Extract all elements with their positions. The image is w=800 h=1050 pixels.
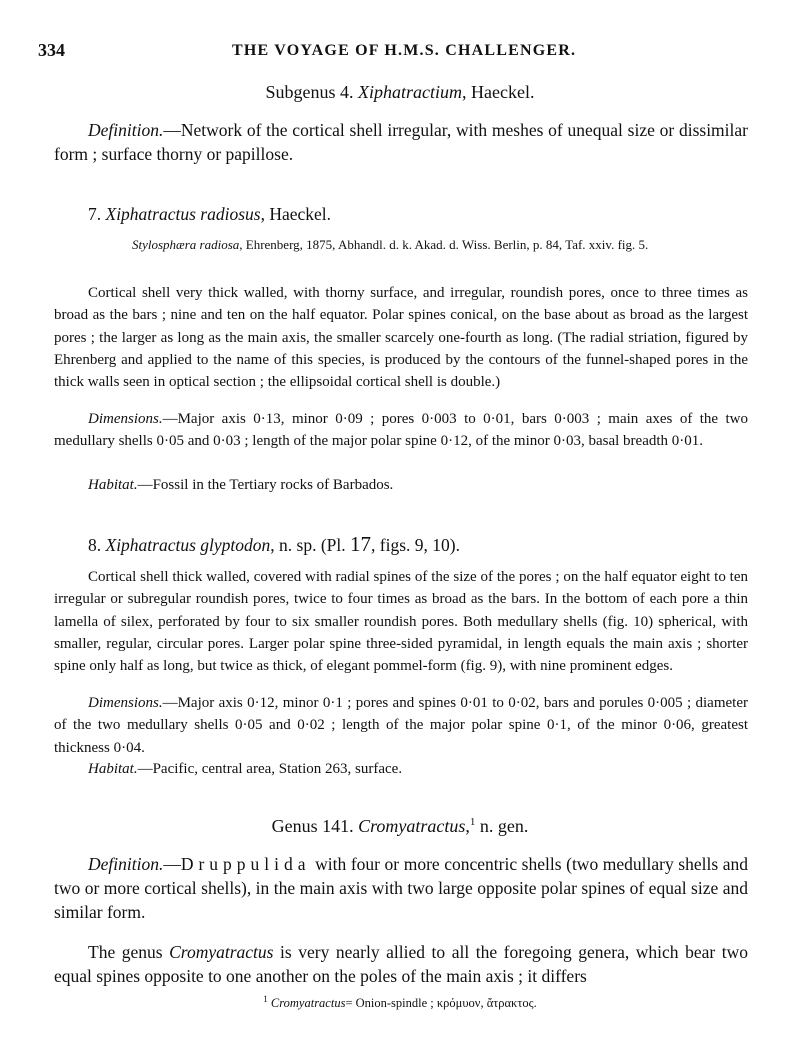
species-7-synonymy [132,236,770,254]
dimensions-label: Dimensions. [88,695,163,711]
species-author-post: , figs. 9, 10). [371,535,460,555]
species-8-habitat [54,758,748,780]
discussion-genus-name: Cromyatractus [169,942,274,962]
species-8-dimensions [54,692,748,759]
genus-definition [54,852,748,924]
definition-label: Definition. [88,854,164,874]
species-author: , Haeckel. [260,204,332,224]
species-number: 8. [88,535,102,555]
subgenus-author: , Haeckel. [462,82,535,102]
dimensions-label: Dimensions. [88,411,163,427]
genus-prefix: Genus 141. [271,816,354,836]
habitat-label: Habitat. [88,761,138,777]
dimensions-text: —Major axis 0·12, minor 0·1 ; pores and spines 0·01 to 0·02, bars and porules 0·005 ; diameter of the two medullary shells 0·05 and 0·02 ; length of the major polar spine 0·1, of the minor 0·06, greatest thickness 0·04. [54,695,748,756]
footnote-number: 1 [263,994,268,1004]
discussion-text: is very nearly allied to all the foregoing genera, which bear two equal spines opposite to one another on the poles of the main axis ; it differs [54,942,748,986]
subgenus-definition [54,118,748,166]
footnote-mark: 1 [469,816,476,828]
definition-label: Definition. [88,120,164,140]
footnote [0,994,800,1011]
habitat-text: —Fossil in the Tertiary rocks of Barbados. [137,477,394,493]
species-name: Xiphatractus radiosus [105,204,261,224]
species-7-dimensions [54,408,748,453]
species-name: Xiphatractus glyptodon [105,535,271,555]
synonym-reference: , Ehrenberg, 1875, Abhandl. d. k. Akad. d. Wiss. Berlin, p. 84, Taf. xxiv. fig. 5. [239,237,649,252]
species-author-pre: , n. sp. (Pl. [270,535,351,555]
plate-number: 17 [350,532,372,556]
species-8-description: Cortical shell thick walled, covered with radial spines of the size of the pores ; on the half equator eight to ten irregular or subregular roundish pores, twice to four times as broad as the bars. In the bottom of each pore a thin lamella of silex, perforated by four to six smaller roundish pores. Both medullary shells (fig. 10) spherical, with smaller, regular, circular pores. Larger polar spine three-sided pyramidal, in length equals the main axis ; shorter spine only half as long, but twice as thick, of elegant pommel-form (fig. 9), with nine prominent edges. [54,569,748,675]
species-8-heading [88,532,460,557]
habitat-text: —Pacific, central area, Station 263, surface. [137,761,403,777]
definition-text: —Network of the cortical shell irregular, with meshes of unequal size or dissimilar form ; surface thorny or papillose. [54,120,748,164]
species-7-heading [88,204,331,225]
genus-heading: Genus 141. Cromyatractus,$^1$ n. gen. [271,816,529,836]
species-number: 7. [88,204,102,224]
page-number: 334 [38,40,65,60]
genus-name: Cromyatractus [358,816,466,836]
species-7-habitat [54,474,748,496]
footnote-text: = Onion-spindle ; κρόμυον, ἄτρακτος. [345,996,537,1011]
family-name: Druppulida [180,854,311,874]
definition-dash: — [163,854,181,874]
genus-discussion [54,940,748,988]
definition-text: with four or more concentric shells (two medullary shells and two or more cortical shells), in the main axis with two large opposite polar spines of equal size and similar form. [54,854,748,922]
discussion-lead: The genus [88,942,170,962]
running-title: THE VOYAGE OF H.M.S. CHALLENGER. [232,42,577,59]
subgenus-name: Xiphatractium [358,82,463,102]
subgenus-prefix: Subgenus 4. [265,82,354,102]
subgenus-heading [0,82,800,103]
genus-suffix: n. gen. [475,816,529,836]
footnote-term: Cromyatractus [270,996,346,1011]
habitat-label: Habitat. [88,477,138,493]
dimensions-text: —Major axis 0·13, minor 0·09 ; pores 0·003 to 0·01, bars 0·003 ; main axes of the two medullary shells 0·05 and 0·03 ; length of the major polar spine 0·12, of the minor 0·03, basal breadth 0·01. [54,411,748,450]
synonym-name: Stylosphæra radiosa [132,237,240,252]
species-7-description: Cortical shell very thick walled, with thorny surface, and irregular, roundish pores, once to three times as broad as the bars ; nine and ten on the half equator. Polar spines conical, on the base about as broad as the largest pores ; the larger as long as the main axis, the smaller scarcely one-fourth as long. (The radial striation, figured by Ehrenberg and applied to the name of this species, is produced by the contours of the funnel-shaped pores in the thick walls seen in optical section ; the ellipsoidal cortical shell is double.) [54,285,748,391]
